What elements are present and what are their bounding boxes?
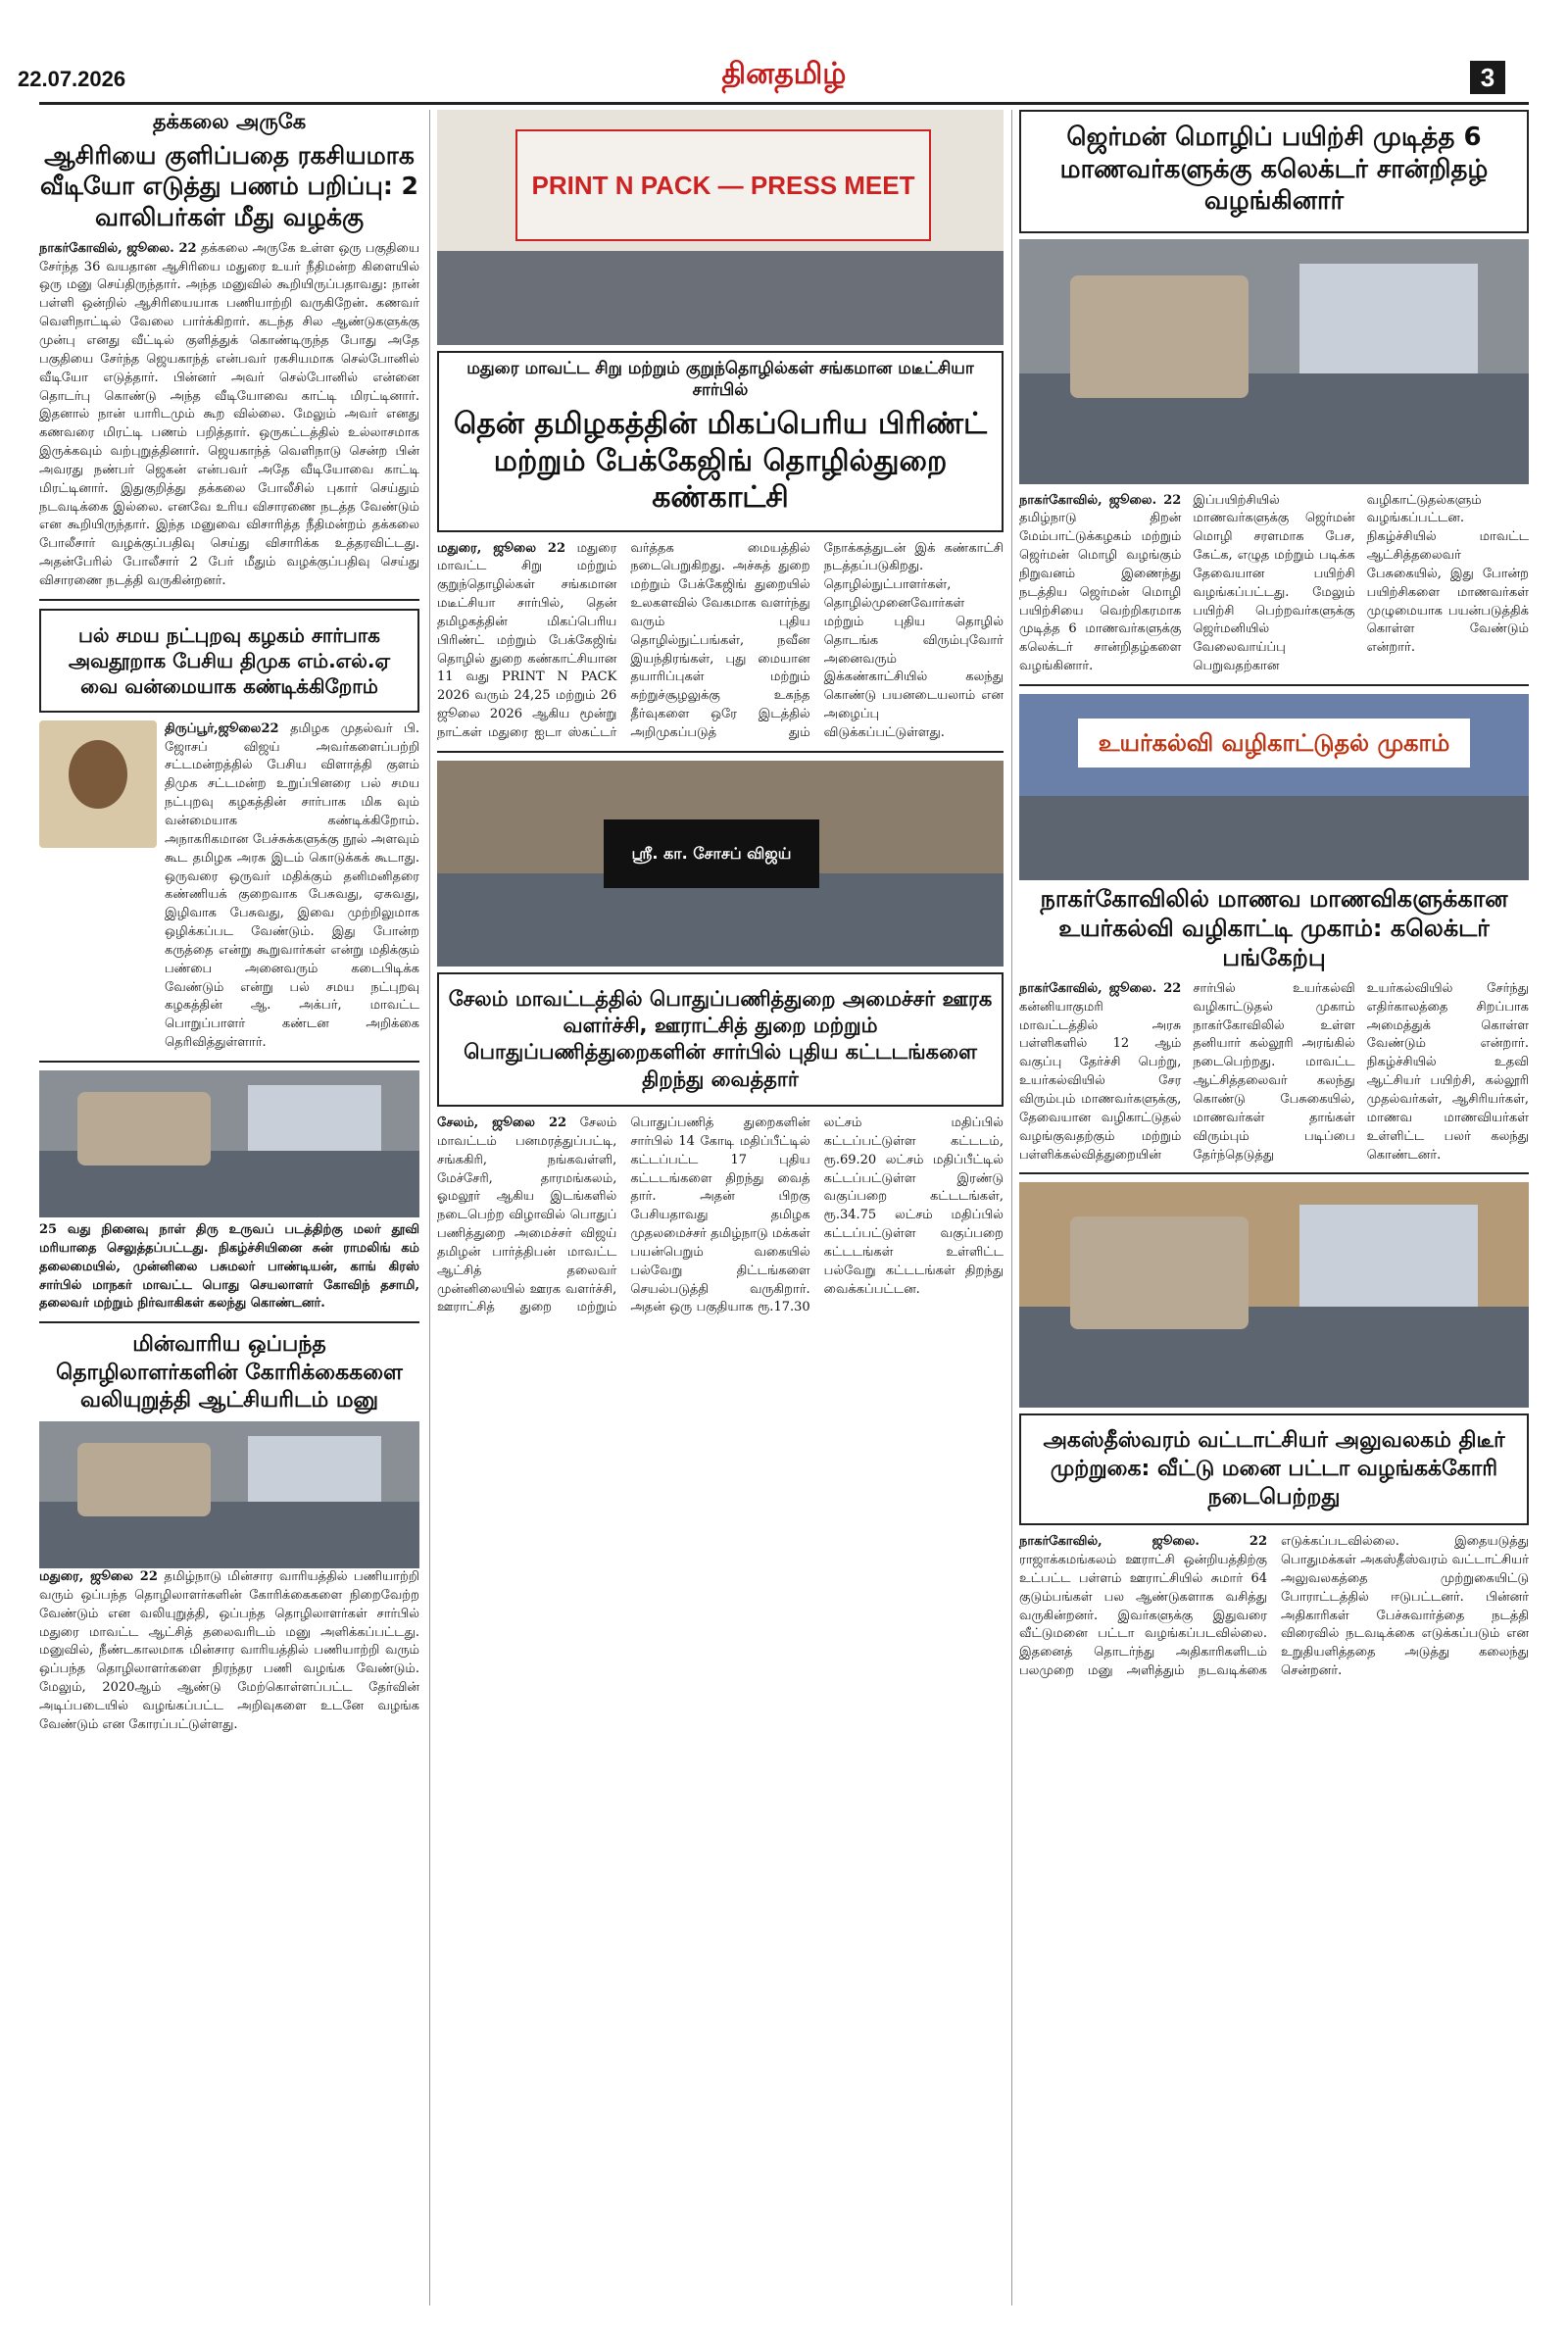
story1-kicker: தக்கலை அருகே	[152, 110, 307, 133]
story1-body: மதுரை, ஜூலை 22 மதுரை மாவட்ட சிறு மற்றும் குறுந்தொழில்கள் சங்கமான மடீட்சியா சார்பில், தென் தமிழகத்தின் மிகப்பெரிய பிரிண்ட் மற்றும் பேக்கேஜிங் தொழில் துறை கண்காட்சியான 11 வது PRINT N PACK 2026 வரும் 24,25 மற்றும் 26 ஜூலை 2026 ஆகிய மூன்று நாட்கள் மதுரை ஐடா ஸ்கட்டர் வர்த்தக மையத்தில் நடைபெறுகிறது. அச்சுத் துறை மற்றும் பேக்கேஜிங் துறையில் உலகளவில் வேகமாக வளர்ந்து வரும் புதிய தொழில்நுட்பங்கள், நவீன இயந்திரங்கள், புது மையான தயாரிப்புகள் மற்றும் சுற்றுச்சூழலுக்கு உகந்த தீர்வுகளை ஒரே இடத்தில் அறிமுகப்படுத் தும் நோக்கத்துடன் இக் கண்காட்சி நடத்தப்படுகிறது. தொழில்நுட்பாளர்கள், தொழில்முனைவோர்கள் மற்றும் புதிய தொழில் தொடங்க விரும்புவோர் அனைவரும் இக்கண்காட்சியில் கலந்து கொண்டு பயனடையலாம் என அழைப்பு விடுக்கப்பட்டுள்ளது.	[437, 540, 1004, 740]
story2-headline-box	[437, 972, 1004, 1107]
issue-date: 22.07.2026	[18, 67, 126, 91]
story2-headline-box	[39, 609, 419, 713]
column-rule	[1011, 110, 1012, 2305]
column-middle	[437, 110, 1004, 1317]
certificate-photo	[1019, 239, 1529, 484]
page-number: 3	[1470, 61, 1505, 94]
memorial-caption: 25 வது நினைவு நாள் திரு உருவப் படத்திற்கு மலர் தூவி மரியாதை செலுத்தப்பட்டது. நிகழ்ச்சியினை சுன் ராமலிங் கம் தலைமையில், முன்னிலை பசுமலர் பாண்டியன், காங் கிரஸ் சார்பில் மாநகர் மாவட்ட பொது செயலாளர் கோவிந் தசாமி, தலைவர் மற்றும் நிர்வாகிகள் கலந்து கொண்டனர்.	[39, 1221, 419, 1312]
story2-headline: சேலம் மாவட்டத்தில் பொதுப்பணித்துறை அமைச்சர் ஊரக வளர்ச்சி, ஊராட்சித் துறை மற்றும் பொதுப்பணித்துறைகளின் சார்பில் புதிய கட்டடங்களை திறந்து வைத்தார்	[448, 986, 993, 1091]
story2-body: திருப்பூர்,ஜூலை22 தமிழக முதல்வர் பி. ஜோசப் விஜய் அவர்களைப்பற்றி சட்டமன்றத்தில் பேசிய விளாத்தி குளம் திமுக சட்டமன்ற உறுப்பினரை பல் சமய நட்புறவு கழகத்தின் சார்பாக மிக வும் வன்மையாக கண்டிக்கிறோம். அநாகரிகமான பேச்சுக்களுக்கு நூல் அளவும் கூட தமிழக அரசு இடம் கொடுக்கக் கூடாது. ஒருவரை ஒருவர் மதிக்கும் தனிமனிதரை கண்ணியக் குறைவாக பேசுவது, ஏசுவது, இழிவாக பேசுவது, இவை முற்றிலுமாக ஒழிக்கப்பட வேண்டும். இது போன்ற கருத்தை என்று கூறுவார்கள் என்று மதிக்கும் பண்பை அனைவரும் கடைபிடிக்க வேண்டும் என்று பல் சமய நட்புறவு கழகத்தின் ஆ. அக்பர், மாவட்ட பொறுப்பாளர் கண்டன அறிக்கை தெரிவித்துள்ளார்.	[165, 720, 419, 1051]
top-rule	[39, 102, 1529, 105]
press-meet-photo	[437, 110, 1004, 345]
memorial-photo	[39, 1070, 419, 1217]
story2-author-block	[39, 720, 419, 1053]
inauguration-photo	[437, 761, 1004, 967]
story1-headline-box	[1019, 110, 1529, 233]
divider	[1019, 1172, 1529, 1174]
divider	[39, 1321, 419, 1323]
story3-headline-box	[1019, 1413, 1529, 1525]
inauguration-plaque: ஸ்ரீ. கா. சோசப் விஜய்	[604, 819, 819, 888]
story1-headline-box	[437, 351, 1004, 532]
story2-dateline: திருப்பூர்,ஜூலை22	[165, 720, 279, 736]
guidance-camp-banner: உயர்கல்வி வழிகாட்டுதல் முகாம்	[1078, 719, 1470, 768]
story4-dateline: மதுரை, ஜூலை 22	[39, 1568, 158, 1584]
story1-dateline: மதுரை, ஜூலை 22	[437, 540, 566, 556]
protest-photo	[1019, 1182, 1529, 1408]
story2-headline: பல் சமய நட்புறவு கழகம் சார்பாக அவதூறாக பேசிய திமுக எம்.எல்.ஏ வை வன்மையாக கண்டிக்கிறோம்	[68, 622, 391, 698]
story1-dateline: நாகர்கோவில், ஜூலை. 22	[39, 240, 197, 256]
story2-dateline: சேலம், ஜூலை 22	[437, 1115, 567, 1130]
story2-body: நாகர்கோவில், ஜூலை. 22 கன்னியாகுமரி மாவட்டத்தில் அரசு பள்ளிகளில் 12 ஆம் வகுப்பு தேர்ச்சி பெற்று, உயர்கல்வியில் சேர விரும்பும் மாணவர்களுக்கு, தேவையான வழிகாட்டுதல் வழங்குவதற்கும் மற்றும் பள்ளிக்கல்வித்துறையின் சார்பில் உயர்கல்வி வழிகாட்டுதல் முகாம் நாகர்கோவிலில் உள்ள தனியார் கல்லூரி அரங்கில் நடைபெற்றது. மாவட்ட ஆட்சித்தலைவர் கலந்து கொண்டு பேசுகையில், மாணவர்கள் தாங்கள் விரும்பும் படிப்பை தேர்ந்தெடுத்து உயர்கல்வியில் சேர்ந்து எதிர்காலத்தை சிறப்பாக அமைத்துக் கொள்ள வேண்டும் என்றார். நிகழ்ச்சியில் உதவி ஆட்சியர் பயிற்சி, கல்லூரி முதல்வர்கள், ஆசிரியர்கள், மாணவ மாணவியர்கள் உள்ளிட்ட பலர் கலந்து கொண்டனர்.	[1019, 980, 1529, 1163]
author-photo	[39, 720, 157, 848]
masthead-logo: தினதமிழ்	[721, 57, 847, 91]
press-meet-banner: PRINT N PACK — PRESS MEET	[515, 129, 931, 241]
story2-dateline: நாகர்கோவில், ஜூலை. 22	[1019, 980, 1182, 996]
story1-headline: தென் தமிழகத்தின் மிகப்பெரிய பிரிண்ட் மற்றும் பேக்கேஜிங் தொழில்துறை கண்காட்சி	[454, 407, 987, 515]
story4-body: மதுரை, ஜூலை 22 தமிழ்நாடு மின்சார வாரியத்தில் பணியாற்றி வரும் ஒப்பந்த தொழிலாளர்களின் கோரிக்கைகளை நிறைவேற்ற வேண்டும் என வலியுறுத்தி, ஒப்பந்த தொழிலாளர்கள் சார்பில் மதுரை மாவட்ட ஆட்சித் தலைவரிடம் மனு அளிக்கப்பட்டது. மனுவில், நீண்டகாலமாக மின்சார வாரியத்தில் பணியாற்றி வரும் ஒப்பந்த தொழிலாளர்களை நிரந்தர பணி வழங்க வேண்டும். மேலும், 2020ஆம் ஆண்டு மேற்கொள்ளப்பட்ட தேர்வின் அடிப்படையில் வழங்கப்பட்ட அறிவுகளை உடனே வழங்க வேண்டும் என கோரப்பட்டுள்ளது.	[39, 1568, 419, 1732]
story1-headline: ஜெர்மன் மொழிப் பயிற்சி முடித்த 6 மாணவர்களுக்கு கலெக்டர் சான்றிதழ் வழங்கினார்	[1059, 123, 1489, 216]
column-left	[39, 110, 419, 1735]
story4-headline: மின்வாரிய ஒப்பந்த தொழிலாளர்களின் கோரிக்கைகளை வலியுறுத்தி ஆட்சியரிடம் மனு	[56, 1332, 403, 1413]
story2-headline: நாகர்கோவிலில் மாணவ மாணவிகளுக்கான உயர்கல்வி வழிகாட்டி முகாம்: கலெக்டர் பங்கேற்பு	[1040, 884, 1508, 971]
divider	[39, 599, 419, 601]
divider	[1019, 684, 1529, 686]
guidance-camp-photo	[1019, 694, 1529, 880]
story1-subhead: மதுரை மாவட்ட சிறு மற்றும் குறுந்தொழில்கள் சங்கமான மடீட்சியா சார்பில்	[466, 359, 974, 400]
story3-dateline: நாகர்கோவில், ஜூலை. 22	[1019, 1534, 1267, 1550]
story3-body: நாகர்கோவில், ஜூலை. 22 ராஜாக்கமங்கலம் ஊராட்சி ஒன்றியத்திற்கு உட்பட்ட பள்ளம் ஊராட்சியில் சுமார் 64 குடும்பங்கள் பல ஆண்டுகளாக வசித்து வருகின்றனர். இவர்களுக்கு இதுவரை வீட்டுமனை பட்டா வழங்கப்படவில்லை. இதனைத் தொடர்ந்து அதிகாரிகளிடம் பலமுறை மனு அளித்தும் நடவடிக்கை எடுக்கப்படவில்லை. இதையடுத்து பொதுமக்கள் அகஸ்தீஸ்வரம் வட்டாட்சியர் அலுவலகத்தை முற்றுகையிட்டு போராட்டத்தில் ஈடுபட்டனர். பின்னர் அதிகாரிகள் பேச்சுவார்த்தை நடத்தி விரைவில் நடவடிக்கை எடுக்கப்படும் என உறுதியளித்ததை அடுத்து கலைந்து சென்றனர்.	[1019, 1534, 1529, 1679]
column-rule	[429, 110, 430, 2305]
divider	[437, 751, 1004, 753]
story2-body: சேலம், ஜூலை 22 சேலம் மாவட்டம் பனமரத்துப்பட்டி, சங்ககிரி, நங்கவள்ளி, மேச்சேரி, தாரமங்கலம், ஓமலூர் ஆகிய இடங்களில் நடைபெற்ற விழாவில் பொதுப் பணித்துறை அமைச்சர் விஜய் தமிழன் பார்த்திபன் மாவட்ட ஆட்சித் தலைவர் முன்னிலையில் ஊரக வளர்ச்சி, ஊராட்சித் துறை மற்றும் பொதுப்பணித் துறைகளின் சார்பில் 14 கோடி மதிப்பீட்டில் கட்டப்பட்ட 17 புதிய கட்டடங்களை திறந்து வைத் தார். அதன் பிறகு பேசியதாவது தமிழக முதலமைச்சர் தமிழ்நாடு மக்கள் பயன்பெறும் வகையில் பல்வேறு திட்டங்களை செயல்படுத்தி வருகிறார். அதன் ஒரு பகுதியாக ரூ.17.30 லட்சம் மதிப்பில் கட்டப்பட்டுள்ள கட்டடம், ரூ.69.20 லட்சம் மதிப்பீட்டில் கட்டப்பட்டுள்ள இரண்டு வகுப்பறை கட்டடங்கள், ரூ.34.75 லட்சம் மதிப்பில் கட்டப்பட்டுள்ள வகுப்பறை கட்டடங்கள் உள்ளிட்ட பல்வேறு கட்டடங்கள் திறந்து வைக்கப்பட்டன.	[437, 1115, 1004, 1315]
story3-headline: அகஸ்தீஸ்வரம் வட்டாட்சியர் அலுவலகம் திடீர் முற்றுகை: வீட்டு மனை பட்டா வழங்கக்கோரி நடைபெற்றது	[1043, 1428, 1505, 1510]
story1-body: நாகர்கோவில், ஜூலை. 22 தமிழ்நாடு திறன் மேம்பாட்டுக்கழகம் மற்றும் ஜெர்மன் மொழி வழங்கும் நிறுவனம் இணைந்து நடத்திய ஜெர்மன் மொழி பயிற்சியை வெற்றிகரமாக முடித்த 6 மாணவர்களுக்கு கலெக்டர் சான்றிதழ்களை வழங்கினார். இப்பயிற்சியில் மாணவர்களுக்கு ஜெர்மன் மொழி சரளமாக பேச, கேட்க, எழுத மற்றும் படிக்க தேவையான பயிற்சி வழங்கப்பட்டது. மேலும் பயிற்சி பெற்றவர்களுக்கு ஜெர்மனியில் வேலைவாய்ப்பு பெறுவதற்கான வழிகாட்டுதல்களும் வழங்கப்பட்டன. நிகழ்ச்சியில் மாவட்ட ஆட்சித்தலைவர் பேசுகையில், இது போன்ற பயிற்சிகளை மாணவர்கள் முழுமையாக பயன்படுத்திக் கொள்ள வேண்டும் என்றார்.	[1019, 492, 1529, 674]
story1-dateline: நாகர்கோவில், ஜூலை. 22	[1019, 492, 1182, 508]
petition-photo	[39, 1421, 419, 1568]
story1-body: நாகர்கோவில், ஜூலை. 22 தக்கலை அருகே உள்ள ஒரு பகுதியை சேர்ந்த 36 வயதான ஆசிரியை மதுரை உயர் நீதிமன்ற கிளையில் ஒரு மனு செய்திருந்தார். அந்த மனுவில் கூறியிருப்பதாவது: நான் பள்ளி ஒன்றில் ஆசிரியையாக பணியாற்றி வருகிறேன். கணவர் வெளிநாட்டில் வேலை பார்க்கிறார். கடந்த சில ஆண்டுகளுக்கு முன்பு எனது வீட்டில் குளித்துக் கொண்டிருந்த போது அதே பகுதியை சேர்ந்த ஜெயகாந்த் என்பவர் ரகசியமாக செல்போனில் வீடியோ எடுத்தார். பின்னர் அவர் செல்போனில் என்னை தொடர்பு கொண்டு அந்த வீடியோவை காட்டி மிரட்டினார். இதனால் நான் யாரிடமும் கூற வில்லை. மேலும் அவர் எனது கணவரை மிரட்டி பணம் பறித்தார். ஒருகட்டத்தில் உல்லாசமாக இருக்கவும் வற்புறுத்தினார். ஜெயகாந்த் வெளிநாடு சென்ற பின் அவரது நண்பர் ஜெகன் என்பவர் அதே வீடியோவை காட்டி மிரட்டினார். இதுகுறித்து தக்கலை போலீசில் புகார் செய்தும் நடவடிக்கை இல்லை. எனவே உரிய விசாரணை நடத்த வேண்டும் என கூறியிருந்தார். இந்த மனுவை விசாரித்த நீதிமன்றம் தக்கலை போலீசார் வழக்குப்பதிவு செய்து விசாரிக்க உத்தரவிட்டது. அதன்பேரில் போலீசார் 2 பேர் மீதும் வழக்குப்பதிவு செய்து விசாரணை நடத்தி வருகின்றனர்.	[39, 240, 420, 588]
column-right	[1019, 110, 1529, 1681]
story1-headline: ஆசிரியை குளிப்பதை ரகசியமாக வீடியோ எடுத்து பணம் பறிப்பு: 2 வாலிபர்கள் மீது வழக்கு	[40, 141, 418, 231]
divider	[39, 1061, 419, 1063]
